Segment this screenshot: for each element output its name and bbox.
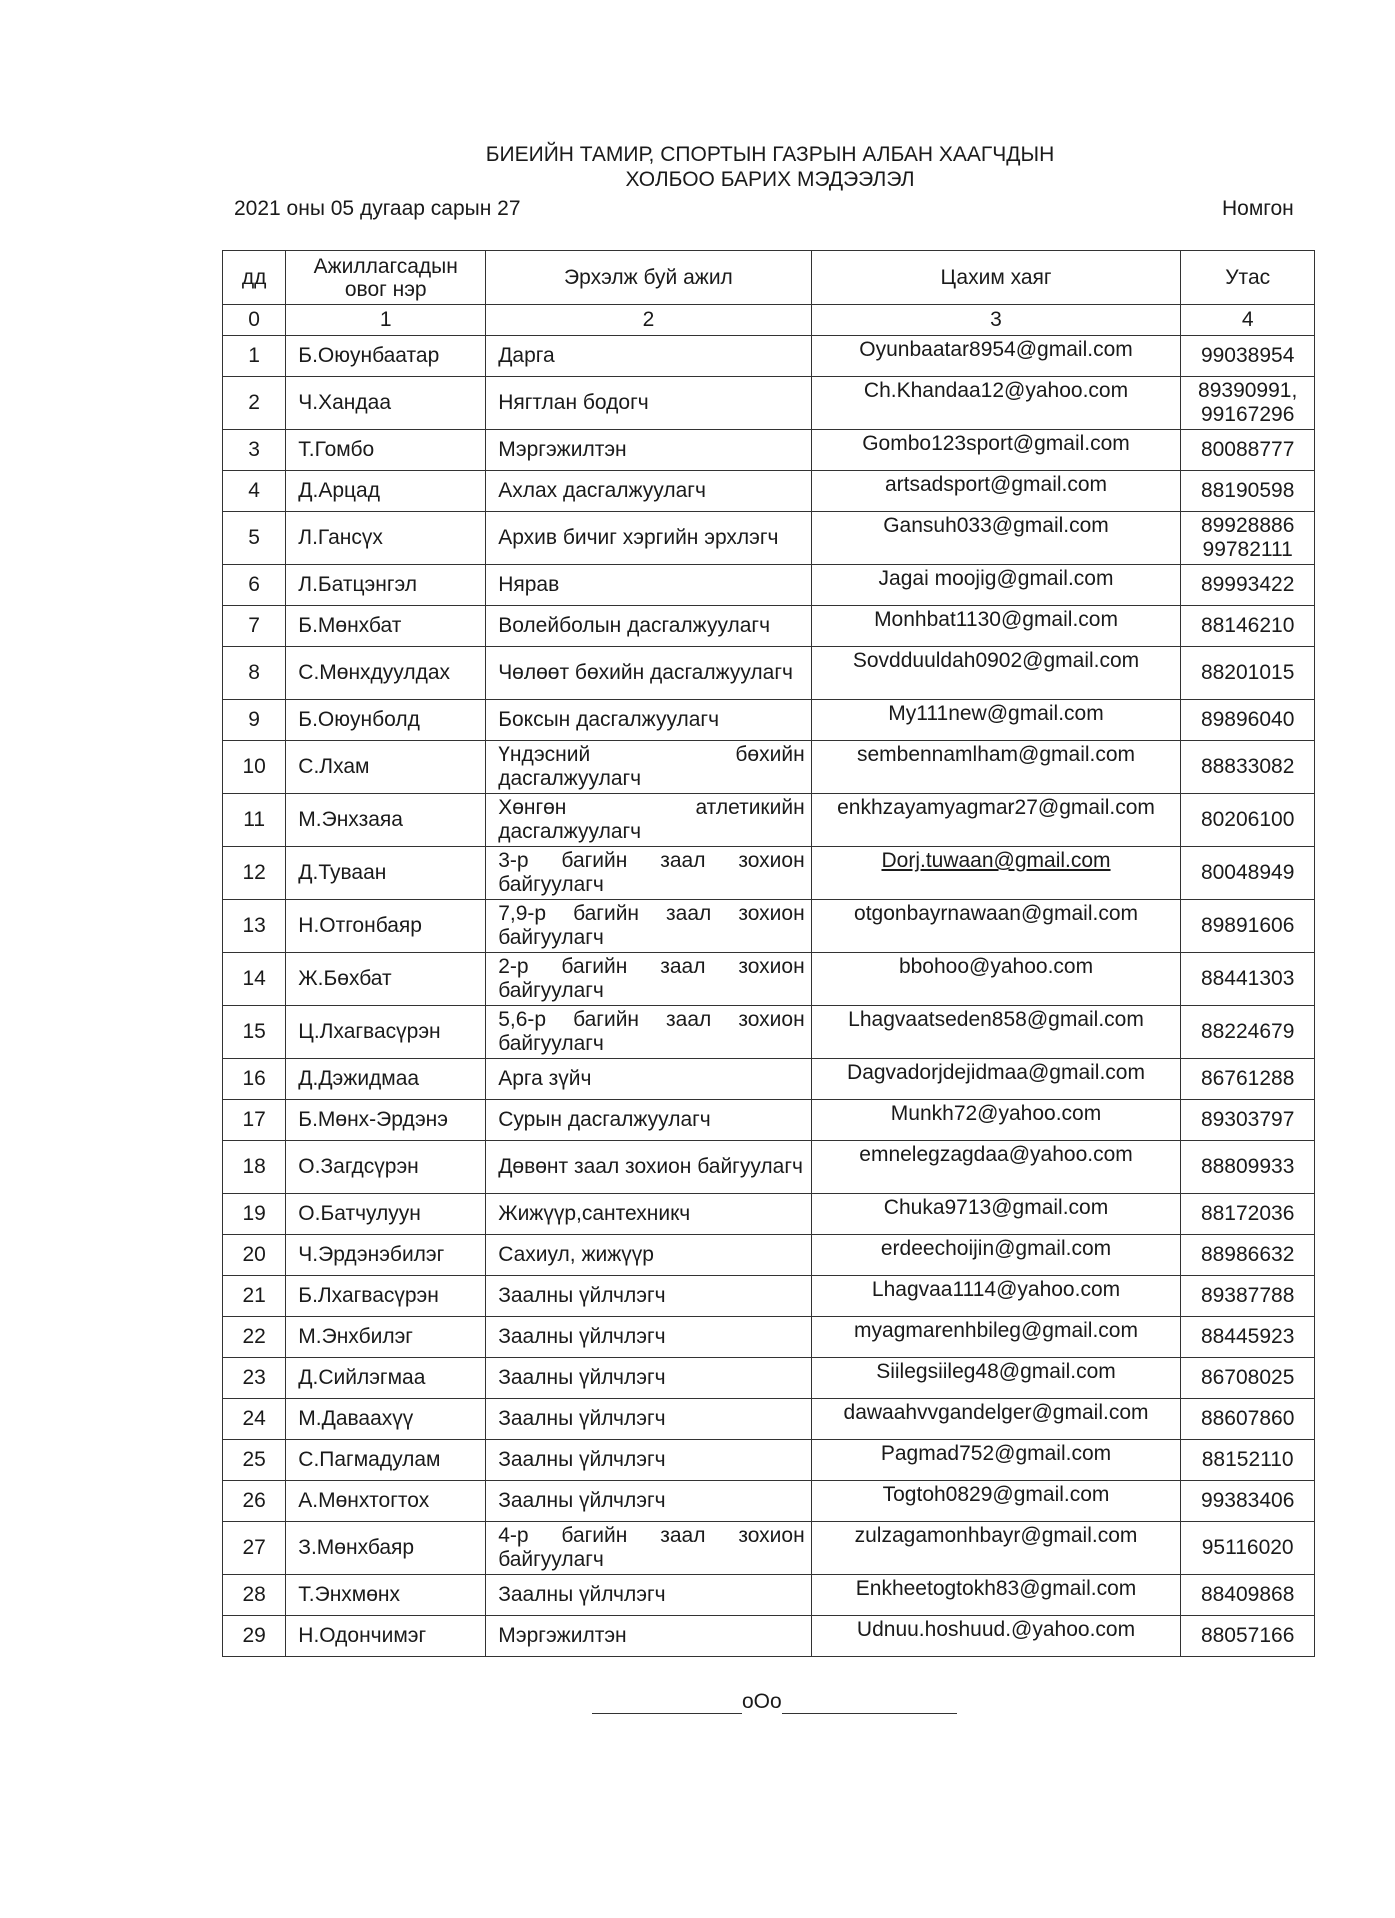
email-address: Lhagvaatseden858@gmail.com xyxy=(811,1006,1181,1059)
job-title: Мэргэжилтэн xyxy=(486,430,811,471)
email-address: emnelegzagdaa@yahoo.com xyxy=(811,1141,1181,1194)
row-number: 16 xyxy=(223,1059,286,1100)
email-address: erdeechoijin@gmail.com xyxy=(811,1235,1181,1276)
employee-name: З.Мөнхбаяр xyxy=(286,1522,486,1575)
employee-name: Б.Лхагвасүрэн xyxy=(286,1276,486,1317)
employee-name: Б.Оюунбаатар xyxy=(286,336,486,377)
phone-number: 88201015 xyxy=(1181,647,1315,700)
phone-number: 88607860 xyxy=(1181,1399,1315,1440)
phone-number: 88445923 xyxy=(1181,1317,1315,1358)
row-number: 17 xyxy=(223,1100,286,1141)
row-number: 9 xyxy=(223,700,286,741)
employee-name: Н.Одончимэг xyxy=(286,1616,486,1657)
email-address: Chuka9713@gmail.com xyxy=(811,1194,1181,1235)
job-title: Заалны үйлчлэгч xyxy=(486,1440,811,1481)
table-row xyxy=(223,430,1315,471)
phone-number: 80088777 xyxy=(1181,430,1315,471)
column-index-cell: 2 xyxy=(486,305,811,336)
title-line-1: БИЕИЙН ТАМИР, СПОРТЫН ГАЗРЫН АЛБАН ХААГЧДЫН xyxy=(485,143,1055,166)
phone-number: 89896040 xyxy=(1181,700,1315,741)
job-title: 5,6-р багийн заал зохион байгуулагч xyxy=(486,1006,811,1059)
table-row xyxy=(223,900,1315,953)
table-header-row xyxy=(223,251,1315,305)
employee-name: Л.Батцэнгэл xyxy=(286,565,486,606)
row-number: 19 xyxy=(223,1194,286,1235)
table-row xyxy=(223,1575,1315,1616)
job-title: 3-р багийн заал зохион байгуулагч xyxy=(486,847,811,900)
footer-line-right xyxy=(782,1712,957,1714)
table-row xyxy=(223,1276,1315,1317)
phone-number: 88833082 xyxy=(1181,741,1315,794)
table-row xyxy=(223,377,1315,430)
job-title: 7,9-р багийн заал зохион байгуулагч xyxy=(486,900,811,953)
job-title: Арга зүйч xyxy=(486,1059,811,1100)
phone-number: 89928886 99782111 xyxy=(1181,512,1315,565)
job-title: Заалны үйлчлэгч xyxy=(486,1481,811,1522)
email-address: Gansuh033@gmail.com xyxy=(811,512,1181,565)
job-title: Жижүүр,сантехникч xyxy=(486,1194,811,1235)
email-address: Dagvadorjdejidmaa@gmail.com xyxy=(811,1059,1181,1100)
email-address: artsadsport@gmail.com xyxy=(811,471,1181,512)
table-row xyxy=(223,1059,1315,1100)
phone-number: 88152110 xyxy=(1181,1440,1315,1481)
employee-name: Т.Гомбо xyxy=(286,430,486,471)
row-number: 2 xyxy=(223,377,286,430)
phone-number: 88224679 xyxy=(1181,1006,1315,1059)
row-number: 29 xyxy=(223,1616,286,1657)
footer-text: oOo xyxy=(742,1690,782,1713)
table-row xyxy=(223,741,1315,794)
email-address: myagmarenhbileg@gmail.com xyxy=(811,1317,1181,1358)
row-number: 10 xyxy=(223,741,286,794)
email-address: zulzagamonhbayr@gmail.com xyxy=(811,1522,1181,1575)
email-address: otgonbayrnawaan@gmail.com xyxy=(811,900,1181,953)
phone-number: 89303797 xyxy=(1181,1100,1315,1141)
phone-number: 99383406 xyxy=(1181,1481,1315,1522)
employee-name: А.Мөнхтогтох xyxy=(286,1481,486,1522)
table-row xyxy=(223,565,1315,606)
job-title: Заалны үйлчлэгч xyxy=(486,1399,811,1440)
table-row xyxy=(223,1141,1315,1194)
table-row xyxy=(223,336,1315,377)
phone-number: 88409868 xyxy=(1181,1575,1315,1616)
table-row xyxy=(223,1481,1315,1522)
job-title: Үндэсний бөхийн дасгалжуулагч xyxy=(486,741,811,794)
employee-name: М.Даваахүү xyxy=(286,1399,486,1440)
row-number: 27 xyxy=(223,1522,286,1575)
phone-number: 88441303 xyxy=(1181,953,1315,1006)
row-number: 7 xyxy=(223,606,286,647)
employee-name: О.Батчулуун xyxy=(286,1194,486,1235)
row-number: 20 xyxy=(223,1235,286,1276)
row-number: 15 xyxy=(223,1006,286,1059)
employee-name: Д.Дэжидмаа xyxy=(286,1059,486,1100)
employee-name: С.Пагмадулам xyxy=(286,1440,486,1481)
contacts-table xyxy=(222,250,1315,1657)
job-title: Нягтлан бодогч xyxy=(486,377,811,430)
email-address: Jagai moojig@gmail.com xyxy=(811,565,1181,606)
job-title: Заалны үйлчлэгч xyxy=(486,1276,811,1317)
phone-number: 89891606 xyxy=(1181,900,1315,953)
header-index: дд xyxy=(223,251,286,305)
job-title: Хөнгөн атлетикийн дасгалжуулагч xyxy=(486,794,811,847)
row-number: 13 xyxy=(223,900,286,953)
row-number: 24 xyxy=(223,1399,286,1440)
employee-name: С.Мөнхдуулдах xyxy=(286,647,486,700)
email-address: Togtoh0829@gmail.com xyxy=(811,1481,1181,1522)
phone-number: 80048949 xyxy=(1181,847,1315,900)
document-date: 2021 оны 05 дугаар сарын 27 xyxy=(234,197,521,220)
job-title: Дарга xyxy=(486,336,811,377)
title-line-2: ХОЛБОО БАРИХ МЭДЭЭЛЭЛ xyxy=(625,168,915,191)
phone-number: 99038954 xyxy=(1181,336,1315,377)
employee-name: М.Энхзаяа xyxy=(286,794,486,847)
phone-number: 86708025 xyxy=(1181,1358,1315,1399)
email-address: dawaahvvgandelger@gmail.com xyxy=(811,1399,1181,1440)
email-address: Monhbat1130@gmail.com xyxy=(811,606,1181,647)
row-number: 11 xyxy=(223,794,286,847)
job-title: Заалны үйлчлэгч xyxy=(486,1317,811,1358)
email-address: enkhzayamyagmar27@gmail.com xyxy=(811,794,1181,847)
job-title: Боксын дасгалжуулагч xyxy=(486,700,811,741)
phone-number: 88057166 xyxy=(1181,1616,1315,1657)
email-address: Enkheetogtokh83@gmail.com xyxy=(811,1575,1181,1616)
table-row xyxy=(223,1616,1315,1657)
employee-name: Н.Отгонбаяр xyxy=(286,900,486,953)
table-row xyxy=(223,1522,1315,1575)
row-number: 8 xyxy=(223,647,286,700)
phone-number: 89993422 xyxy=(1181,565,1315,606)
job-title: Сахиул, жижүүр xyxy=(486,1235,811,1276)
row-number: 22 xyxy=(223,1317,286,1358)
email-address: bbohoo@yahoo.com xyxy=(811,953,1181,1006)
footer-line-left xyxy=(592,1712,742,1714)
phone-number: 89387788 xyxy=(1181,1276,1315,1317)
row-number: 18 xyxy=(223,1141,286,1194)
table-row xyxy=(223,794,1315,847)
column-index-row xyxy=(223,305,1315,336)
header-email: Цахим хаяг xyxy=(811,251,1181,305)
job-title: Дөвөнт заал зохион байгуулагч xyxy=(486,1141,811,1194)
table-row xyxy=(223,471,1315,512)
phone-number: 88809933 xyxy=(1181,1141,1315,1194)
phone-number: 88146210 xyxy=(1181,606,1315,647)
row-number: 4 xyxy=(223,471,286,512)
table-row xyxy=(223,647,1315,700)
row-number: 14 xyxy=(223,953,286,1006)
table-row xyxy=(223,953,1315,1006)
employee-name: Б.Мөнхбат xyxy=(286,606,486,647)
row-number: 1 xyxy=(223,336,286,377)
email-address: Lhagvaa1114@yahoo.com xyxy=(811,1276,1181,1317)
table-row xyxy=(223,847,1315,900)
email-address: Gombo123sport@gmail.com xyxy=(811,430,1181,471)
table-row xyxy=(223,1440,1315,1481)
email-address: Ch.Khandaa12@yahoo.com xyxy=(811,377,1181,430)
table-row xyxy=(223,1235,1315,1276)
table-row xyxy=(223,606,1315,647)
table-row xyxy=(223,1100,1315,1141)
table-body xyxy=(223,336,1315,1657)
footer-mark xyxy=(592,1690,957,1714)
table-row xyxy=(223,700,1315,741)
table-row xyxy=(223,1194,1315,1235)
document-title xyxy=(0,142,1395,192)
employee-name: Ж.Бөхбат xyxy=(286,953,486,1006)
job-title: Нярав xyxy=(486,565,811,606)
phone-number: 89390991, 99167296 xyxy=(1181,377,1315,430)
employee-name: М.Энхбилэг xyxy=(286,1317,486,1358)
phone-number: 86761288 xyxy=(1181,1059,1315,1100)
email-address: Pagmad752@gmail.com xyxy=(811,1440,1181,1481)
phone-number: 95116020 xyxy=(1181,1522,1315,1575)
table-row xyxy=(223,1399,1315,1440)
employee-name: Ц.Лхагвасүрэн xyxy=(286,1006,486,1059)
employee-name: О.Загдсүрэн xyxy=(286,1141,486,1194)
row-number: 6 xyxy=(223,565,286,606)
employee-name: Ч.Эрдэнэбилэг xyxy=(286,1235,486,1276)
table-row xyxy=(223,1358,1315,1399)
job-title: Заалны үйлчлэгч xyxy=(486,1575,811,1616)
job-title: 2-р багийн заал зохион байгуулагч xyxy=(486,953,811,1006)
document-place: Номгон xyxy=(1222,197,1294,220)
email-address: Siilegsiileg48@gmail.com xyxy=(811,1358,1181,1399)
row-number: 28 xyxy=(223,1575,286,1616)
phone-number: 88986632 xyxy=(1181,1235,1315,1276)
employee-name: Т.Энхмөнх xyxy=(286,1575,486,1616)
job-title: Заалны үйлчлэгч xyxy=(486,1358,811,1399)
column-index-cell: 1 xyxy=(286,305,486,336)
job-title: Чөлөөт бөхийн дасгалжуулагч xyxy=(486,647,811,700)
row-number: 12 xyxy=(223,847,286,900)
job-title: Ахлах дасгалжуулагч xyxy=(486,471,811,512)
column-index-cell: 0 xyxy=(223,305,286,336)
row-number: 21 xyxy=(223,1276,286,1317)
job-title: Сурын дасгалжуулагч xyxy=(486,1100,811,1141)
employee-name: Ч.Хандаа xyxy=(286,377,486,430)
phone-number: 88172036 xyxy=(1181,1194,1315,1235)
email-address: My111new@gmail.com xyxy=(811,700,1181,741)
email-address: Udnuu.hoshuud.@yahoo.com xyxy=(811,1616,1181,1657)
email-address: Sovdduuldah0902@gmail.com xyxy=(811,647,1181,700)
employee-name: Б.Мөнх-Эрдэнэ xyxy=(286,1100,486,1141)
employee-name: Д.Туваан xyxy=(286,847,486,900)
table-row xyxy=(223,1006,1315,1059)
job-title: 4-р багийн заал зохион байгуулагч xyxy=(486,1522,811,1575)
email-address: Dorj.tuwaan@gmail.com xyxy=(811,847,1181,900)
row-number: 26 xyxy=(223,1481,286,1522)
column-index-cell: 4 xyxy=(1181,305,1315,336)
job-title: Архив бичиг хэргийн эрхлэгч xyxy=(486,512,811,565)
row-number: 25 xyxy=(223,1440,286,1481)
row-number: 5 xyxy=(223,512,286,565)
email-address: Munkh72@yahoo.com xyxy=(811,1100,1181,1141)
phone-number: 80206100 xyxy=(1181,794,1315,847)
employee-name: Д.Арцад xyxy=(286,471,486,512)
header-job: Эрхэлж буй ажил xyxy=(486,251,811,305)
job-title: Волейболын дасгалжуулагч xyxy=(486,606,811,647)
employee-name: С.Лхам xyxy=(286,741,486,794)
employee-name: Л.Гансүх xyxy=(286,512,486,565)
table-row xyxy=(223,512,1315,565)
table-row xyxy=(223,1317,1315,1358)
job-title: Мэргэжилтэн xyxy=(486,1616,811,1657)
phone-number: 88190598 xyxy=(1181,471,1315,512)
header-phone: Утас xyxy=(1181,251,1315,305)
email-address: sembennamlham@gmail.com xyxy=(811,741,1181,794)
email-address: Oyunbaatar8954@gmail.com xyxy=(811,336,1181,377)
employee-name: Д.Сийлэгмаа xyxy=(286,1358,486,1399)
column-index-cell: 3 xyxy=(811,305,1181,336)
header-name: Ажиллагсадын овог нэр xyxy=(286,251,486,305)
row-number: 23 xyxy=(223,1358,286,1399)
row-number: 3 xyxy=(223,430,286,471)
employee-name: Б.Оюунболд xyxy=(286,700,486,741)
